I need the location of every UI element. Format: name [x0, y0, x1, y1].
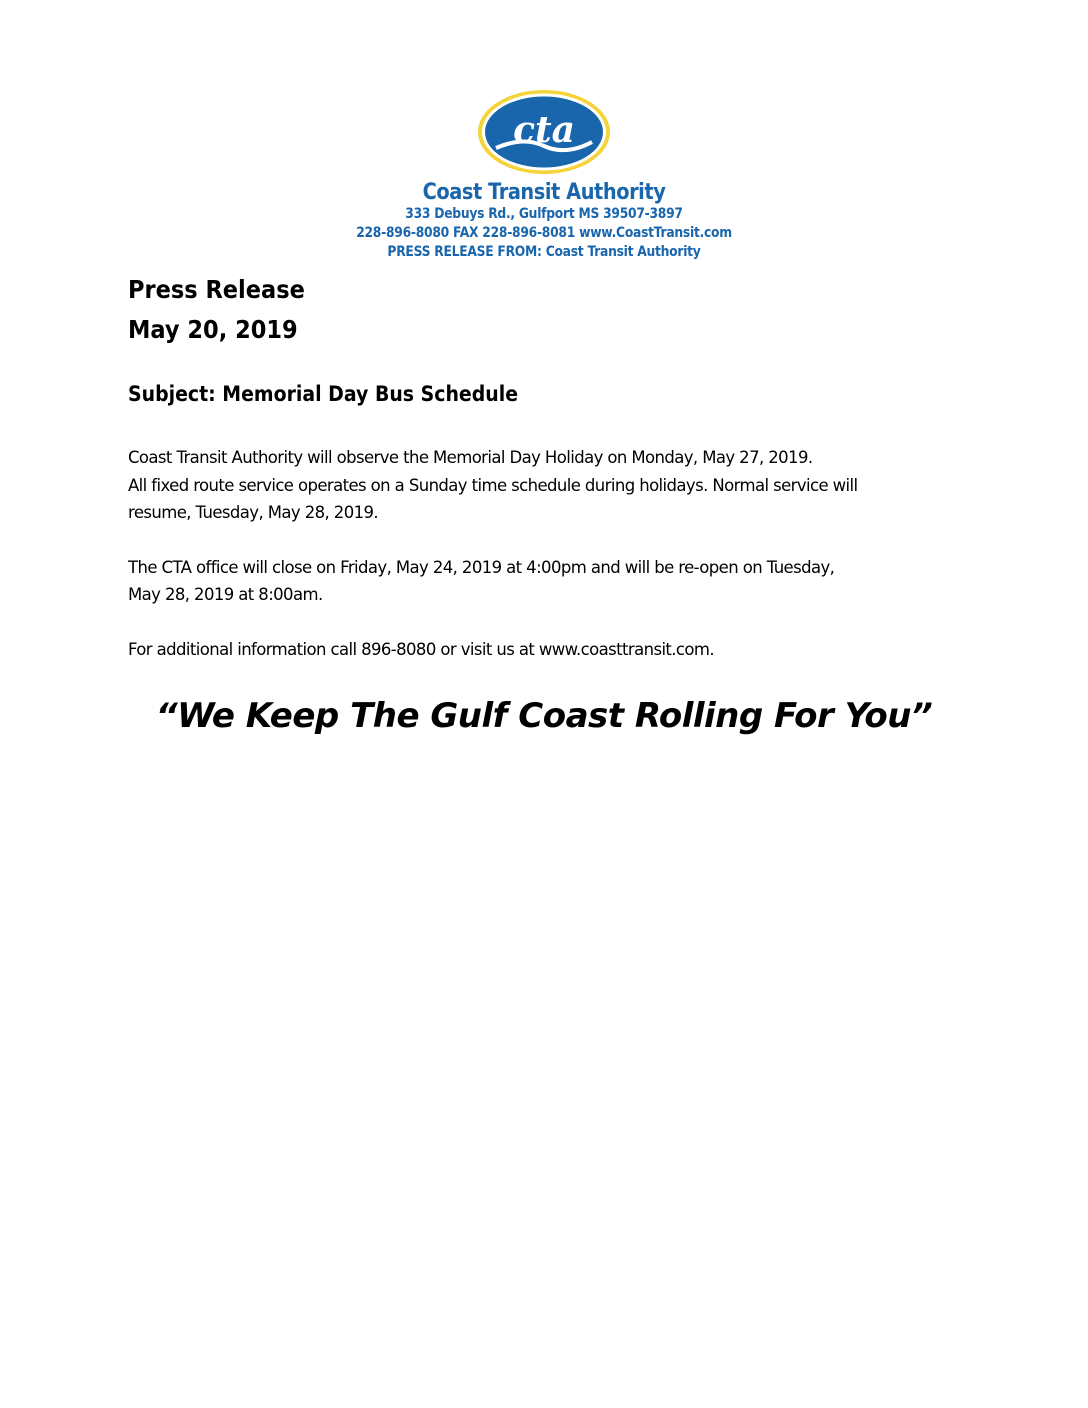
paragraph-line: All fixed route service operates on a Sunday time schedule during holidays. Normal service will	[128, 475, 858, 495]
svg-text:cta: cta	[513, 109, 575, 151]
press-release-from: PRESS RELEASE FROM: Coast Transit Authority	[387, 244, 701, 260]
slogan: “We Keep The Gulf Coast Rolling For You”	[155, 696, 933, 736]
press-release-body	[128, 270, 968, 663]
paragraph-line: resume, Tuesday, May 28, 2019.	[128, 503, 379, 522]
paragraph-line: May 28, 2019 at 8:00am.	[128, 585, 323, 604]
paragraph-line: For additional information call 896-8080 or visit us at www.coasttransit.com.	[128, 639, 715, 659]
organization-name: Coast Transit Authority	[422, 180, 666, 205]
organization-contact: 228-896-8080 FAX 228-896-8081 www.CoastTransit.com	[356, 225, 732, 241]
paragraph-line: The CTA office will close on Friday, May 24, 2019 at 4:00pm and will be re-open on Tuesday,	[128, 557, 835, 577]
organization-address: 333 Debuys Rd., Gulfport MS 39507-3897	[405, 206, 683, 222]
letterhead	[0, 86, 1088, 262]
press-release-date: May 20, 2019	[128, 315, 298, 344]
paragraph-line: Coast Transit Authority will observe the Memorial Day Holiday on Monday, May 27, 2019.	[128, 448, 813, 467]
press-release-heading: Press Release	[128, 275, 305, 304]
paragraph-contact-info	[128, 636, 968, 664]
cta-oval-logo-icon	[474, 86, 614, 178]
paragraph-holiday-schedule	[128, 444, 968, 527]
press-release-subject: Subject: Memorial Day Bus Schedule	[128, 382, 519, 406]
paragraph-office-hours	[128, 554, 968, 609]
